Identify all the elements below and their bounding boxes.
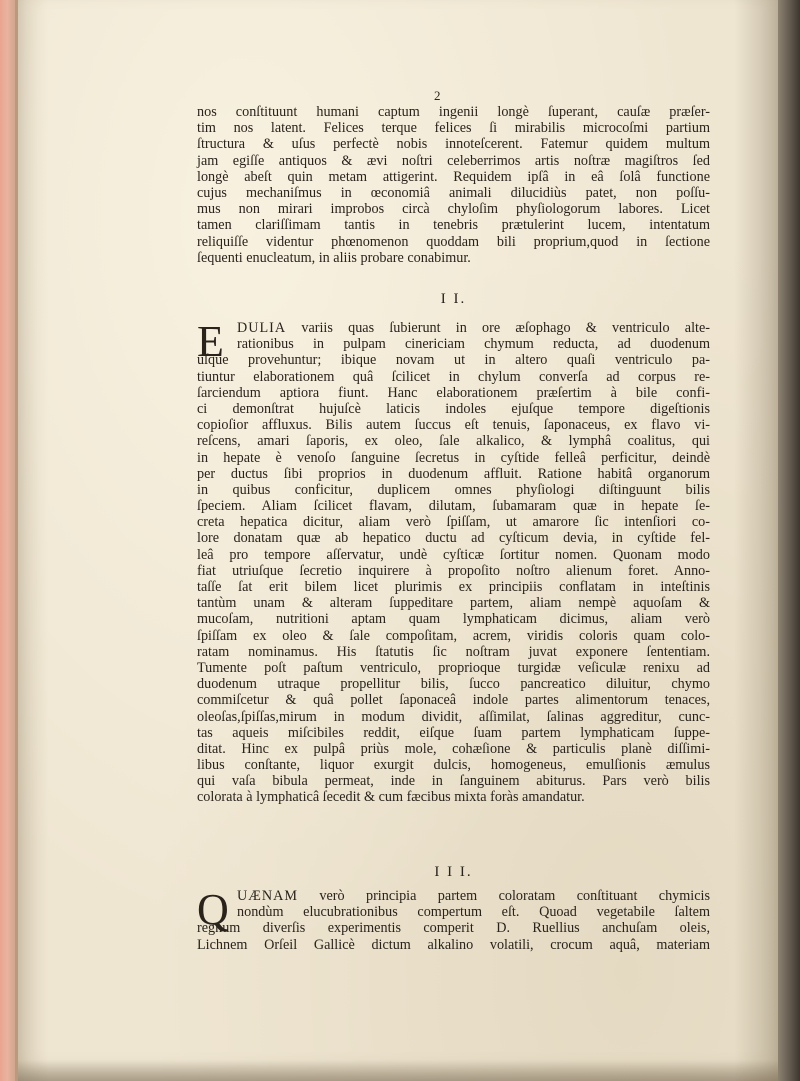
text-line: mus non mirari improbos circà chyloſim phyſiologorum labores. Licet (197, 201, 710, 218)
text-line: lore donatam quæ ab hepatico ductu ad cyſticum devia, in cyſtide fel- (197, 530, 710, 547)
text-line: ratam nominamus. His ſtatutis ſic noſtram juvat exponere ſententiam. (197, 643, 710, 660)
text-line: libus conſtante, liquor exurgit dulcis, homogeneus, emulſionis æmulus (197, 757, 710, 774)
drop-cap: E (197, 317, 224, 366)
section-2-paragraph (197, 317, 711, 806)
text-line: qui vaſa bibula permeat, inde in ſanguinem abiturus. Pars verò bilis (197, 773, 710, 790)
section-heading-2: I I. (440, 291, 467, 307)
text-line: oleoſas,ſpiſſas,mirum in modum dividit, aſſimilat, ſalinas aggreditur, cunc- (197, 708, 710, 725)
text-line: commiſcetur & quâ pollet ſaponaceâ indole partes alimentorum tenaces, (197, 692, 710, 709)
text-line: rationibus in pulpam cinericiam chymum reducta, ad duodenum (237, 336, 710, 353)
text-line: nondùm elucubrationibus compertum eſt. Quoad vegetabile ſaltem (237, 904, 710, 921)
text-line: in hepate è venoſo ſanguine ſecretus in cyſtide felleâ perficitur, deindè (197, 449, 710, 466)
text-line-rest: variis quas ſubierunt in ore æſophago & ventriculo alte- (301, 320, 711, 336)
text-line (197, 320, 710, 336)
text-line: creta hepatica dicitur, aliam verò ſpiſſam, ut amarore ſic intenſiori co- (197, 514, 710, 531)
text-line: ci demonſtrat hujuſcè laticis indoles ejuſque tempore digeſtionis (197, 400, 710, 417)
book-fore-edge (0, 0, 18, 1081)
text-line: tiuntur elaborationem quâ ſcilicet in chylum converſa ad corpus re- (197, 368, 710, 385)
text-line: mucoſam, nutritioni aptam quam lymphaticam dicimus, aliam verò (197, 611, 710, 628)
text-line: copioſior affluxus. Bilis autem ſuccus eſt tenuis, ſaponaceus, ex flavo vi- (197, 417, 710, 434)
page-bottom-shadow (18, 1060, 780, 1081)
text-line: ſtructura & uſus perfectè nobis innoteſcerent. Fatemur quidem multum (197, 136, 710, 153)
text-line-rest: verò principia partem coloratam conſtituant chymicis (319, 888, 711, 904)
text-line: leâ pro tempore aſſervatur, undè cyſticæ ſortitur nomen. Quonam modo (197, 546, 710, 563)
first-word: DULIA (237, 320, 287, 336)
text-line: Lichnem Orſeil Gallicè dictum alkalino volatili, crocum aquâ, materiam (197, 936, 710, 953)
first-word: UÆNAM (237, 888, 298, 904)
intro-paragraph (197, 104, 710, 266)
text-line: duodenum utraque propellitur bilis, ſucco pancreatico diluitur, chymo (197, 676, 710, 693)
drop-cap: Q (197, 885, 229, 934)
text-line: ſequenti enucleatum, in aliis probare conabimur. (197, 249, 471, 266)
text-line: tim nos latent. Felices terque felices ſi mirabilis microcoſmi partium (197, 120, 710, 137)
text-line: ſpiſſam ex oleo & ſale compoſitam, acrem, viridis coloris quam colo- (197, 627, 710, 644)
section-3-paragraph (197, 885, 711, 953)
book-gutter (778, 0, 800, 1081)
text-line: uſque provehuntur; ibique novam ut in altero quaſi ventriculo pa- (197, 352, 710, 369)
text-line: regnum diverſis experimentis comperit D. Ruellius anchuſam oleis, (197, 920, 710, 937)
text-line (197, 888, 710, 904)
text-line: tantùm unam & alteram ſuppeditare partem, aliam nempè aquoſam & (197, 595, 710, 612)
text-line: colorata à lymphaticâ ſecedit & cum fæcibus mixta foràs amandatur. (197, 789, 585, 806)
text-line: fiat utriuſque ſecretio inquirere à propoſito noſtro alienum foret. Anno- (197, 562, 710, 579)
text-line: tamen clariſſimam tantis in tenebris prætulerint lucem, intentatum (197, 217, 710, 234)
page-number: 2 (434, 88, 441, 103)
text-line: in quibus conficitur, duplicem omnes phyſiologi diſtinguunt bilis (197, 481, 710, 498)
section-heading-3: I I I. (434, 864, 473, 880)
text-line: ſpeciem. Aliam ſcilicet flavam, dilutam, ſubamaram quæ in hepate ſe- (197, 498, 710, 515)
text-line: taſſe ſat erit bilem licet plurimis ex principiis conflatam in inteſtinis (197, 579, 710, 595)
text-line: jam egiſſe antiquos & ævi noſtri celeberrimos artis noſtræ magiſtros ſed (197, 152, 710, 169)
text-line: ſarciendum aptiora fiunt. Hanc elaborationem præſertim à bile confi- (197, 384, 710, 401)
text-line: per ductus ſibi proprios in duodenum affluit. Ratione habitâ organorum (197, 465, 710, 482)
text-line: ditat. Hinc ex pulpâ priùs mole, cohæſione & particulis planè diſſimi- (197, 740, 710, 757)
text-line: nos conſtituunt humani captum ingenii longè ſuperant, cauſæ præſer- (197, 104, 710, 120)
text-line: tas aqueis miſcibiles reddit, eiſque ſuam partem lymphaticam ſuppe- (197, 724, 710, 741)
text-line: longè abeſt quin metam attigerint. Requidem ipſâ in eâ ſolâ functione (197, 168, 710, 185)
text-line: cujus mechaniſmus in œconomiâ animali dilucidiùs patet, non poſſu- (197, 184, 710, 201)
text-line: Tumente poſt paſtum ventriculo, proprioque turgidæ veſiculæ renixu ad (197, 659, 710, 676)
text-line: reſcens, amari ſaporis, ex oleo, ſale alkalico, & lymphâ coalitus, qui (197, 433, 710, 450)
text-line: reliquiſſe videntur phœnomenon quoddam bili proprium,quod in ſectione (197, 233, 710, 250)
